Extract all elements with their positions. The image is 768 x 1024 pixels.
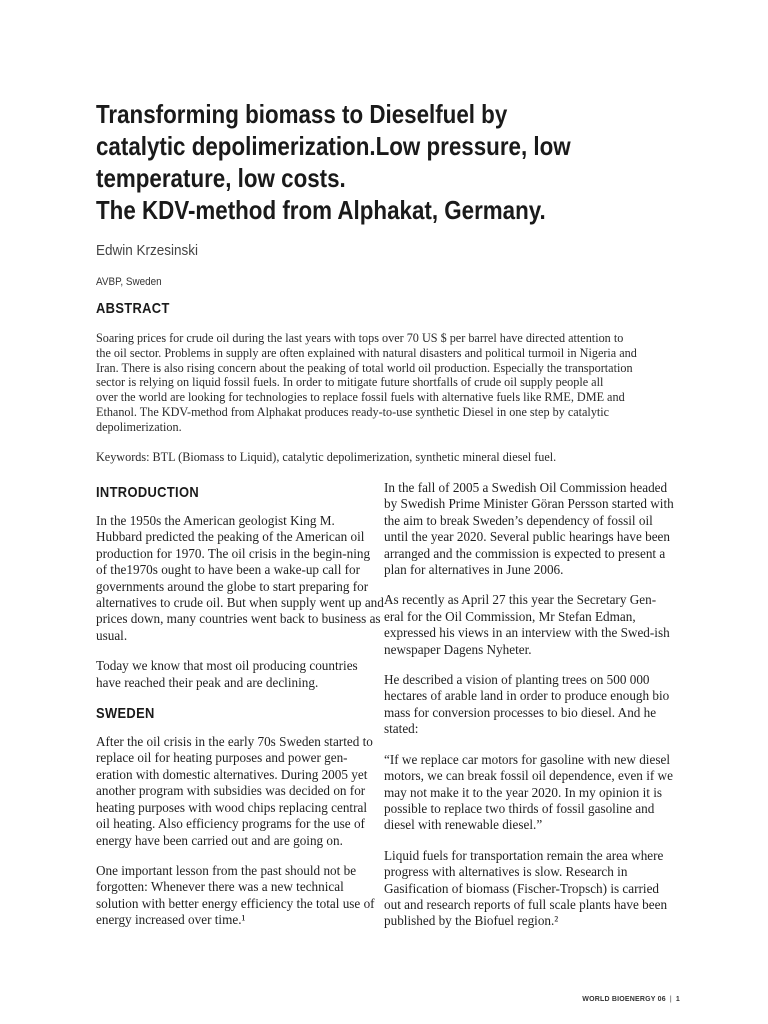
- abstract-line: sector is relying on liquid fossil fuels. In order to mitigate future shortfalls of crude oil supply people all: [96, 375, 604, 390]
- introduction-paragraph: Today we know that most oil producing countries have reached their peak and are declining.: [96, 658, 358, 690]
- title-line: The KDV-method from Alphakat, Germany.: [96, 195, 546, 225]
- abstract-line: the oil sector. Problems in supply are often explained with natural disasters and political turmoil in Nigeria and: [96, 345, 637, 360]
- abstract-body: [96, 331, 736, 435]
- abstract-line: Soaring prices for crude oil during the last years with tops over 70 US $ per barrel have directed attention to: [96, 331, 624, 345]
- sweden-paragraph: One important lesson from the past should not be forgotten: Whenever there was a new technical solution with better energy efficiency the total use of energy increased over time.¹: [96, 862, 375, 928]
- sweden-heading: SWEDEN: [96, 705, 155, 723]
- keywords: Keywords: BTL (Biomass to Liquid), catalytic depolimerization, synthetic mineral diesel fuel.: [96, 450, 557, 464]
- introduction-paragraph: In the 1950s the American geologist King M. Hubbard predicted the peaking of the American oil production for 1970. The oil crisis in the begin-ning of the1970s ought to have been a wake-up call for governments around the globe to start preparing for alternatives to crude oil. But when supply went up and prices down, many countries went back to business as usual.: [96, 513, 384, 643]
- left-column: [96, 480, 384, 943]
- body-paragraph: As recently as April 27 this year the Secretary Gen-eral for the Oil Commission, Mr Stefan Edman, expressed his views in an interview with the Swed-ish newspaper Dagens Nyheter.: [384, 592, 670, 657]
- paper-title: [96, 98, 646, 226]
- footer-separator: |: [669, 996, 672, 1003]
- quote-paragraph: “If we replace car motors for gasoline with new diesel motors, we can break fossil oil dependence, even if we may not make it to the year 2020. In my opinion it is possible to replace two thirds of fossil gasoline and diesel with renewable diesel.”: [384, 751, 673, 833]
- body-paragraph: Liquid fuels for transportation remain the area where progress with alternatives is slow. Research in Gasification of biomass (Fischer-Tropsch) is carried out and research reports of full scale plants have been published by the Biofuel region.²: [384, 847, 668, 929]
- page-number: 1: [675, 996, 680, 1003]
- page-footer: [582, 996, 680, 1003]
- title-line: temperature, low costs.: [96, 163, 346, 193]
- abstract-line: depolimerization.: [96, 419, 182, 434]
- title-line: catalytic depolimerization.Low pressure, low: [96, 131, 571, 161]
- body-paragraph: In the fall of 2005 a Swedish Oil Commission headed by Swedish Prime Minister Göran Persson started with the aim to break Sweden’s dependency of fossil oil until the year 2020. Several public hearings have been arranged and the commission is expected to present a plan for alternatives in June 2006.: [384, 480, 674, 578]
- abstract-line: Ethanol. The KDV-method from Alphakat produces ready-to-use synthetic Diesel in one step by catalytic: [96, 404, 610, 419]
- journal-name: WORLD BIOENERGY 06: [582, 996, 666, 1003]
- introduction-heading: INTRODUCTION: [96, 484, 200, 501]
- right-column: [384, 480, 674, 944]
- abstract-line: over the world are looking for technologies to replace fossil fuels with alternative fuels like RME, DME and: [96, 390, 625, 405]
- author-name: Edwin Krzesinski: [96, 242, 199, 259]
- author-affiliation: AVBP, Sweden: [96, 276, 162, 288]
- title-line: Transforming biomass to Dieselfuel by: [96, 99, 508, 129]
- abstract-heading: ABSTRACT: [96, 300, 170, 317]
- sweden-paragraph: After the oil crisis in the early 70s Sweden started to replace oil for heating purposes and power gen-eration with domestic alternatives. During 2005 yet another program with subsidies was decided on for heating purposes with wood chips replacing central oil heating. Also efficiency programs for the use of energy have been carried out and are going on.: [96, 734, 373, 848]
- abstract-line: Iran. There is also rising concern about the peaking of total world oil production. Especially the transportation: [96, 360, 633, 375]
- body-paragraph: He described a vision of planting trees on 500 000 hectares of arable land in order to produce enough bio mass for conversion processes to bio diesel. And he stated:: [384, 672, 670, 737]
